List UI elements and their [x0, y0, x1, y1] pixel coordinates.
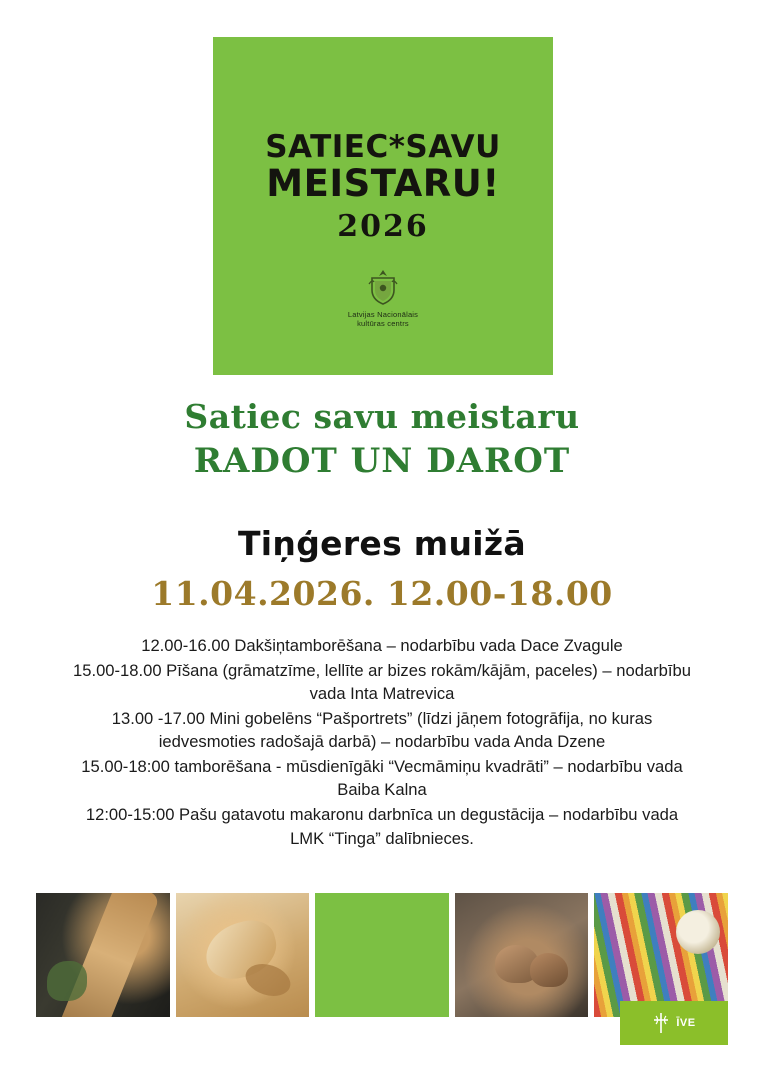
coat-of-arms-icon [366, 268, 400, 306]
event-date-time: 11.04.2026. 12.00-18.00 [151, 574, 613, 613]
logo-caption-line2: kultūras centrs [357, 319, 409, 329]
photo-strip [36, 893, 728, 1017]
page-title-line2: RADOT UN DAROT [193, 441, 571, 482]
colored-threads-photo [594, 893, 728, 1017]
sponsor-badge [620, 1001, 728, 1045]
logo-title [265, 131, 501, 203]
logo-title-line2: MEISTARU! [266, 161, 500, 205]
logo-year: 2026 [337, 209, 429, 245]
event-place: Tiņģeres muižā [238, 524, 526, 563]
green-block [315, 893, 449, 1017]
program-entry: 12:00-15:00 Pašu gatavotu makaronu darbnīca un degustācija – nodarbību vada LMK “Tinga” dalībnieces. [85, 804, 679, 848]
sponsor-mark-icon [652, 1012, 670, 1034]
wood-shavings-photo [176, 893, 310, 1017]
logo-caption-line1: Latvijas Nacionālais [347, 310, 419, 320]
program-list [72, 634, 692, 851]
program-entry: 13.00 -17.00 Mini gobelēns “Pašportrets” (līdzi jāņem fotogrāfija, no kuras iedvesmoties radošajā darbā) – nodarbību vada Anda Dzene [111, 708, 653, 752]
clay-birds-photo [455, 893, 589, 1017]
program-entry: 12.00-16.00 Dakšiņtamborēšana – nodarbību vada Dace Zvagule [141, 636, 623, 655]
sponsor-label: ĪVE [676, 1017, 696, 1029]
logo-caption [348, 310, 418, 329]
logo-title-line1: SATIEC*SAVU [265, 129, 501, 165]
page-title-line1: Satiec savu meistaru [184, 397, 580, 436]
wood-carving-photo [36, 893, 170, 1017]
page-title [0, 398, 764, 482]
program-entry: 15.00-18:00 tamborēšana - mūsdienīgāki “Vecmāmiņu kvadrāti” – nodarbību vada Baiba Kalna [81, 756, 683, 800]
program-entry: 15.00-18.00 Pīšana (grāmatzīme, lellīte ar bizes rokām/kājām, paceles) – nodarbību vada Inta Matrevica [73, 660, 691, 704]
event-logo-block [213, 37, 553, 375]
